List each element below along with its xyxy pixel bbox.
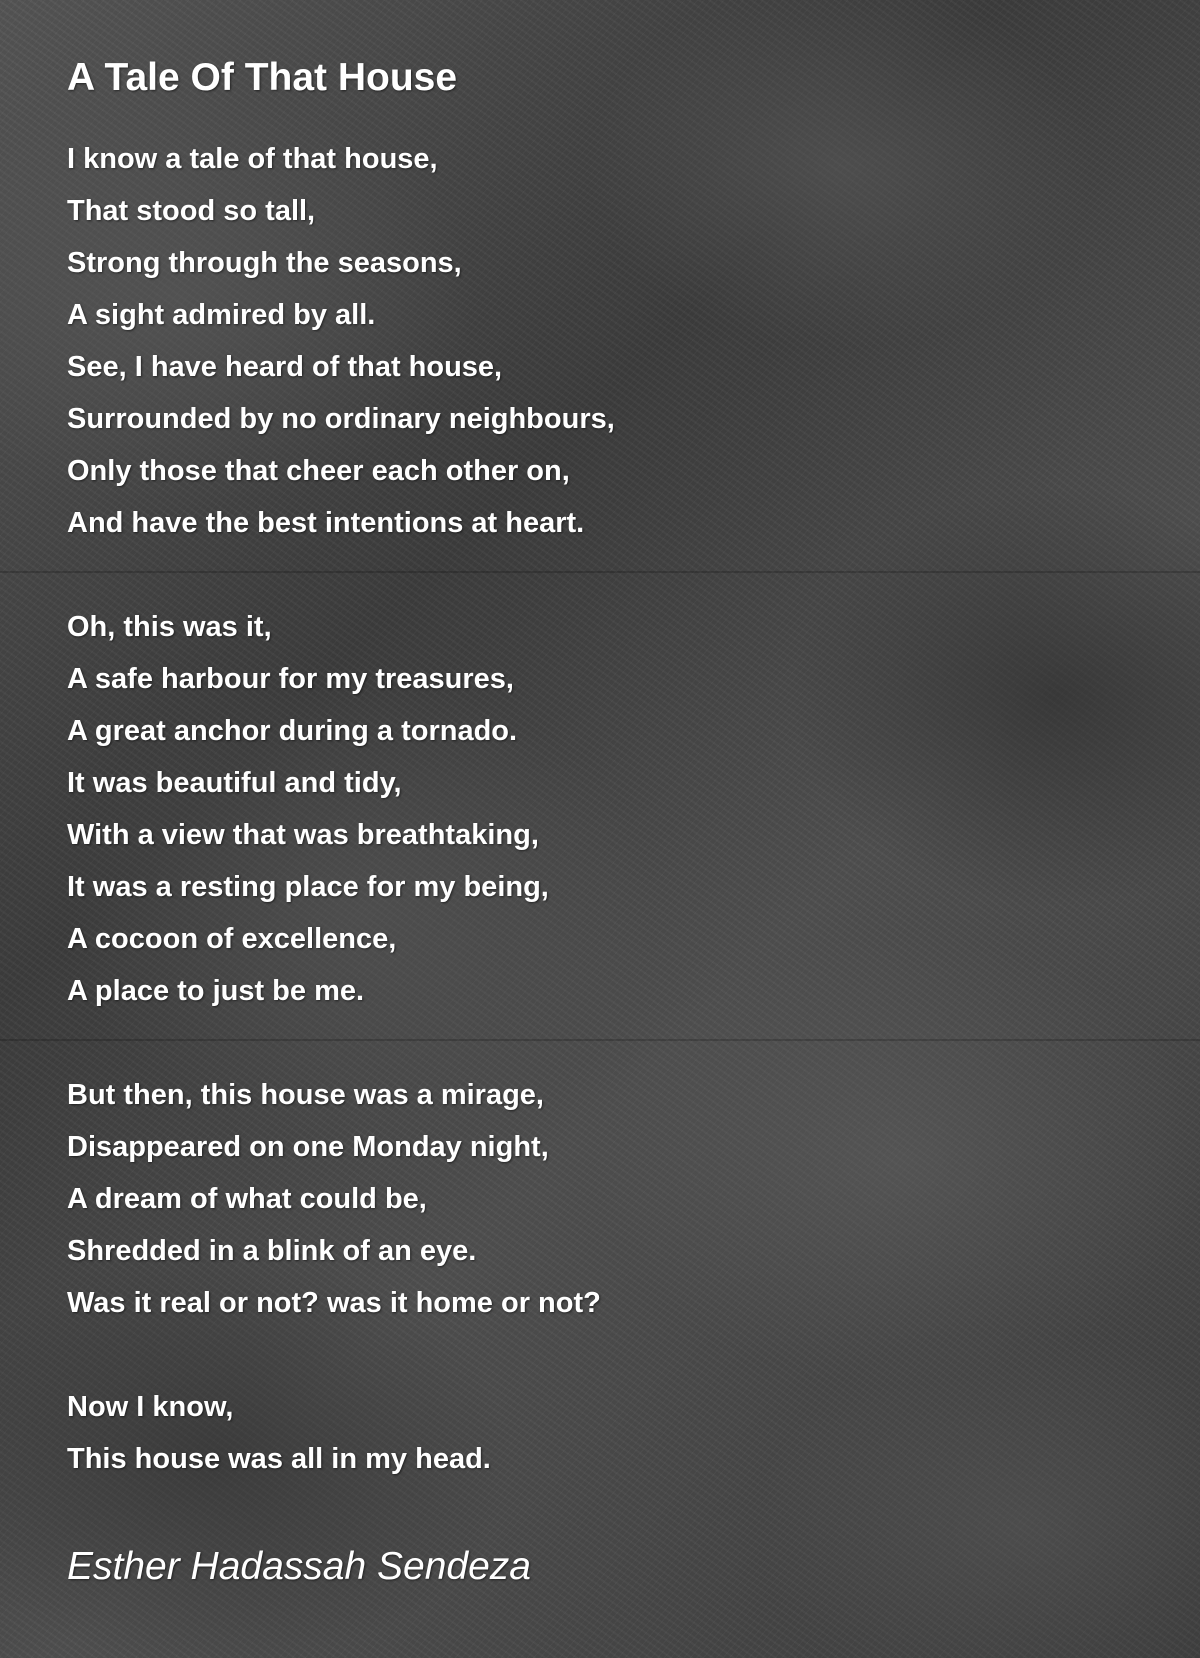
poem-line: It was a resting place for my being,: [67, 871, 549, 903]
poem-line: It was beautiful and tidy,: [67, 767, 402, 799]
poem-line: This house was all in my head.: [67, 1443, 491, 1475]
stanza-3: [67, 1069, 1140, 1329]
stanza-4: [67, 1381, 1140, 1485]
poem-line: A dream of what could be,: [67, 1183, 427, 1215]
poem-line: That stood so tall,: [67, 195, 316, 227]
poem-line: Only those that cheer each other on,: [67, 455, 570, 487]
poem-title: A Tale Of That House: [67, 56, 458, 99]
poem-line: A safe harbour for my treasures,: [67, 663, 514, 695]
poem-line: See, I have heard of that house,: [67, 351, 503, 383]
poem-line: But then, this house was a mirage,: [67, 1079, 544, 1111]
poem-line: Shredded in a blink of an eye.: [67, 1235, 477, 1267]
poem-content: [67, 40, 1140, 1597]
poem-line: I know a tale of that house,: [67, 143, 438, 175]
poem-line: A place to just be me.: [67, 975, 365, 1007]
poem-line: With a view that was breathtaking,: [67, 819, 539, 851]
stanza-2: [67, 601, 1140, 1017]
poem-line: Was it real or not? was it home or not?: [67, 1287, 601, 1319]
poem-line: Disappeared on one Monday night,: [67, 1131, 549, 1163]
poem-line: A cocoon of excellence,: [67, 923, 397, 955]
poem-line: Strong through the seasons,: [67, 247, 462, 279]
poem-line: And have the best intentions at heart.: [67, 507, 585, 539]
poem-line: Now I know,: [67, 1391, 234, 1423]
poem-line: Oh, this was it,: [67, 611, 272, 643]
poem-line: A great anchor during a tornado.: [67, 715, 518, 747]
poem-author: Esther Hadassah Sendeza: [67, 1545, 531, 1588]
poem-line: A sight admired by all.: [67, 299, 376, 331]
poem-line: Surrounded by no ordinary neighbours,: [67, 403, 615, 435]
stanza-1: [67, 133, 1140, 549]
